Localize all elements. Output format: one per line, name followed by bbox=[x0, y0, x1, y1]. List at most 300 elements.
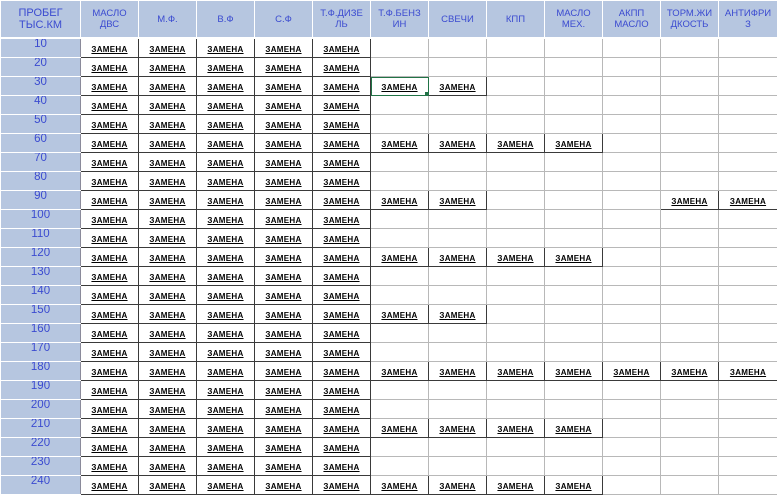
empty-cell[interactable] bbox=[719, 38, 777, 58]
replacement-cell[interactable] bbox=[487, 419, 545, 438]
replacement-cell[interactable] bbox=[139, 77, 197, 96]
empty-cell[interactable] bbox=[487, 400, 545, 419]
mileage-cell[interactable]: 170 bbox=[1, 343, 81, 362]
empty-cell[interactable] bbox=[371, 400, 429, 419]
empty-cell[interactable] bbox=[603, 191, 661, 210]
replacement-cell[interactable] bbox=[139, 267, 197, 286]
empty-cell[interactable] bbox=[487, 96, 545, 115]
empty-cell[interactable] bbox=[487, 381, 545, 400]
empty-cell[interactable] bbox=[719, 400, 777, 419]
replacement-cell[interactable] bbox=[313, 191, 371, 210]
replacement-cell[interactable] bbox=[371, 476, 429, 495]
empty-cell[interactable] bbox=[487, 153, 545, 172]
empty-cell[interactable] bbox=[661, 115, 719, 134]
replacement-cell[interactable] bbox=[313, 400, 371, 419]
empty-cell[interactable] bbox=[719, 343, 777, 362]
empty-cell[interactable] bbox=[661, 438, 719, 457]
replacement-cell[interactable] bbox=[139, 381, 197, 400]
replacement-cell[interactable] bbox=[661, 191, 719, 210]
empty-cell[interactable] bbox=[545, 267, 603, 286]
empty-cell[interactable] bbox=[603, 210, 661, 229]
empty-cell[interactable] bbox=[487, 210, 545, 229]
column-header-gearbox[interactable]: КПП bbox=[487, 1, 545, 39]
replacement-cell[interactable] bbox=[255, 343, 313, 362]
empty-cell[interactable] bbox=[603, 476, 661, 495]
column-header-oil-filter[interactable]: М.Ф. bbox=[139, 1, 197, 39]
replacement-cell[interactable] bbox=[487, 476, 545, 495]
empty-cell[interactable] bbox=[719, 77, 777, 96]
replacement-cell[interactable] bbox=[255, 96, 313, 115]
empty-cell[interactable] bbox=[661, 229, 719, 248]
mileage-cell[interactable]: 140 bbox=[1, 286, 81, 305]
empty-cell[interactable] bbox=[661, 77, 719, 96]
replacement-cell[interactable] bbox=[429, 476, 487, 495]
column-header-mileage[interactable]: ПРОБЕГ ТЫС.КМ bbox=[1, 1, 81, 39]
empty-cell[interactable] bbox=[603, 267, 661, 286]
replacement-cell[interactable] bbox=[139, 229, 197, 248]
replacement-cell[interactable] bbox=[255, 77, 313, 96]
mileage-cell[interactable]: 200 bbox=[1, 400, 81, 419]
empty-cell[interactable] bbox=[487, 324, 545, 343]
replacement-cell[interactable] bbox=[139, 248, 197, 267]
empty-cell[interactable] bbox=[371, 58, 429, 77]
replacement-cell[interactable] bbox=[313, 153, 371, 172]
replacement-cell[interactable] bbox=[603, 362, 661, 381]
empty-cell[interactable] bbox=[603, 286, 661, 305]
empty-cell[interactable] bbox=[661, 286, 719, 305]
replacement-cell[interactable] bbox=[139, 305, 197, 324]
empty-cell[interactable] bbox=[719, 286, 777, 305]
replacement-cell[interactable] bbox=[313, 172, 371, 191]
replacement-cell[interactable] bbox=[313, 305, 371, 324]
replacement-cell[interactable] bbox=[487, 248, 545, 267]
replacement-cell[interactable] bbox=[487, 134, 545, 153]
replacement-cell[interactable] bbox=[81, 38, 139, 58]
empty-cell[interactable] bbox=[719, 248, 777, 267]
replacement-cell[interactable] bbox=[429, 134, 487, 153]
mileage-cell[interactable]: 210 bbox=[1, 419, 81, 438]
replacement-cell[interactable] bbox=[139, 343, 197, 362]
empty-cell[interactable] bbox=[545, 381, 603, 400]
replacement-cell[interactable] bbox=[81, 457, 139, 476]
replacement-cell[interactable] bbox=[255, 210, 313, 229]
column-header-cabin-filter[interactable]: С.Ф bbox=[255, 1, 313, 39]
empty-cell[interactable] bbox=[603, 229, 661, 248]
replacement-cell[interactable] bbox=[255, 305, 313, 324]
empty-cell[interactable] bbox=[487, 438, 545, 457]
empty-cell[interactable] bbox=[603, 343, 661, 362]
empty-cell[interactable] bbox=[487, 172, 545, 191]
replacement-cell[interactable] bbox=[255, 438, 313, 457]
replacement-cell[interactable] bbox=[197, 286, 255, 305]
empty-cell[interactable] bbox=[603, 438, 661, 457]
replacement-cell[interactable] bbox=[139, 324, 197, 343]
replacement-cell[interactable] bbox=[139, 115, 197, 134]
empty-cell[interactable] bbox=[603, 248, 661, 267]
replacement-cell[interactable] bbox=[81, 438, 139, 457]
empty-cell[interactable] bbox=[603, 115, 661, 134]
replacement-cell[interactable] bbox=[197, 343, 255, 362]
replacement-cell[interactable] bbox=[81, 191, 139, 210]
empty-cell[interactable] bbox=[603, 172, 661, 191]
replacement-cell[interactable] bbox=[139, 172, 197, 191]
empty-cell[interactable] bbox=[603, 38, 661, 58]
replacement-cell[interactable] bbox=[81, 210, 139, 229]
empty-cell[interactable] bbox=[661, 305, 719, 324]
empty-cell[interactable] bbox=[661, 58, 719, 77]
empty-cell[interactable] bbox=[545, 457, 603, 476]
replacement-cell[interactable] bbox=[197, 267, 255, 286]
empty-cell[interactable] bbox=[661, 324, 719, 343]
empty-cell[interactable] bbox=[719, 58, 777, 77]
empty-cell[interactable] bbox=[661, 248, 719, 267]
replacement-cell[interactable] bbox=[81, 324, 139, 343]
empty-cell[interactable] bbox=[719, 172, 777, 191]
empty-cell[interactable] bbox=[661, 400, 719, 419]
mileage-cell[interactable]: 230 bbox=[1, 457, 81, 476]
replacement-cell[interactable] bbox=[81, 248, 139, 267]
empty-cell[interactable] bbox=[603, 419, 661, 438]
replacement-cell[interactable] bbox=[139, 438, 197, 457]
replacement-cell[interactable] bbox=[719, 191, 777, 210]
replacement-cell[interactable] bbox=[81, 476, 139, 495]
replacement-cell[interactable] bbox=[371, 191, 429, 210]
empty-cell[interactable] bbox=[719, 419, 777, 438]
replacement-cell[interactable] bbox=[255, 229, 313, 248]
empty-cell[interactable] bbox=[487, 286, 545, 305]
mileage-cell[interactable]: 30 bbox=[1, 77, 81, 96]
replacement-cell[interactable] bbox=[429, 248, 487, 267]
empty-cell[interactable] bbox=[429, 153, 487, 172]
empty-cell[interactable] bbox=[429, 286, 487, 305]
empty-cell[interactable] bbox=[371, 343, 429, 362]
replacement-cell[interactable] bbox=[313, 362, 371, 381]
replacement-cell[interactable] bbox=[719, 362, 777, 381]
empty-cell[interactable] bbox=[661, 96, 719, 115]
empty-cell[interactable] bbox=[661, 381, 719, 400]
empty-cell[interactable] bbox=[545, 229, 603, 248]
empty-cell[interactable] bbox=[719, 438, 777, 457]
empty-cell[interactable] bbox=[603, 58, 661, 77]
replacement-cell[interactable] bbox=[197, 476, 255, 495]
mileage-cell[interactable]: 70 bbox=[1, 153, 81, 172]
empty-cell[interactable] bbox=[545, 77, 603, 96]
empty-cell[interactable] bbox=[371, 96, 429, 115]
column-header-antifreeze[interactable]: АНТИФРИ З bbox=[719, 1, 777, 39]
replacement-cell[interactable] bbox=[313, 210, 371, 229]
empty-cell[interactable] bbox=[603, 153, 661, 172]
mileage-cell[interactable]: 20 bbox=[1, 58, 81, 77]
replacement-cell[interactable] bbox=[313, 229, 371, 248]
fill-handle[interactable] bbox=[424, 91, 429, 96]
empty-cell[interactable] bbox=[371, 153, 429, 172]
column-header-petrol-fuel-filter[interactable]: Т.Ф.БЕНЗ ИН bbox=[371, 1, 429, 39]
replacement-cell[interactable] bbox=[81, 58, 139, 77]
empty-cell[interactable] bbox=[429, 457, 487, 476]
replacement-cell[interactable] bbox=[371, 419, 429, 438]
empty-cell[interactable] bbox=[371, 267, 429, 286]
replacement-cell[interactable] bbox=[81, 343, 139, 362]
replacement-cell[interactable] bbox=[197, 419, 255, 438]
empty-cell[interactable] bbox=[429, 343, 487, 362]
replacement-cell[interactable] bbox=[139, 38, 197, 58]
empty-cell[interactable] bbox=[371, 210, 429, 229]
empty-cell[interactable] bbox=[661, 134, 719, 153]
replacement-cell[interactable] bbox=[313, 115, 371, 134]
replacement-cell[interactable] bbox=[313, 38, 371, 58]
replacement-cell[interactable] bbox=[197, 191, 255, 210]
empty-cell[interactable] bbox=[545, 343, 603, 362]
replacement-cell[interactable] bbox=[255, 267, 313, 286]
replacement-cell[interactable] bbox=[255, 248, 313, 267]
mileage-cell[interactable]: 80 bbox=[1, 172, 81, 191]
replacement-cell[interactable] bbox=[371, 134, 429, 153]
replacement-cell[interactable] bbox=[255, 457, 313, 476]
replacement-cell[interactable] bbox=[313, 286, 371, 305]
replacement-cell[interactable] bbox=[139, 58, 197, 77]
replacement-cell[interactable] bbox=[197, 362, 255, 381]
empty-cell[interactable] bbox=[661, 267, 719, 286]
mileage-cell[interactable]: 130 bbox=[1, 267, 81, 286]
empty-cell[interactable] bbox=[719, 210, 777, 229]
empty-cell[interactable] bbox=[487, 343, 545, 362]
replacement-cell[interactable] bbox=[197, 153, 255, 172]
replacement-cell[interactable] bbox=[139, 419, 197, 438]
empty-cell[interactable] bbox=[487, 77, 545, 96]
replacement-cell[interactable] bbox=[139, 191, 197, 210]
mileage-cell[interactable]: 160 bbox=[1, 324, 81, 343]
empty-cell[interactable] bbox=[719, 134, 777, 153]
replacement-cell[interactable] bbox=[81, 362, 139, 381]
replacement-cell[interactable] bbox=[255, 400, 313, 419]
empty-cell[interactable] bbox=[487, 191, 545, 210]
replacement-cell[interactable] bbox=[255, 419, 313, 438]
replacement-cell[interactable] bbox=[139, 210, 197, 229]
empty-cell[interactable] bbox=[429, 172, 487, 191]
replacement-cell[interactable] bbox=[313, 457, 371, 476]
replacement-cell[interactable] bbox=[197, 324, 255, 343]
empty-cell[interactable] bbox=[545, 324, 603, 343]
empty-cell[interactable] bbox=[719, 153, 777, 172]
replacement-cell[interactable] bbox=[197, 134, 255, 153]
replacement-cell[interactable] bbox=[313, 381, 371, 400]
replacement-cell[interactable] bbox=[197, 381, 255, 400]
empty-cell[interactable] bbox=[545, 38, 603, 58]
column-header-brake-fluid[interactable]: ТОРМ.ЖИ ДКОСТЬ bbox=[661, 1, 719, 39]
replacement-cell[interactable] bbox=[371, 305, 429, 324]
replacement-cell[interactable] bbox=[197, 115, 255, 134]
replacement-cell[interactable] bbox=[313, 324, 371, 343]
empty-cell[interactable] bbox=[487, 115, 545, 134]
replacement-cell[interactable] bbox=[313, 267, 371, 286]
empty-cell[interactable] bbox=[429, 38, 487, 58]
mileage-cell[interactable]: 40 bbox=[1, 96, 81, 115]
replacement-cell[interactable] bbox=[255, 286, 313, 305]
empty-cell[interactable] bbox=[603, 305, 661, 324]
empty-cell[interactable] bbox=[603, 457, 661, 476]
empty-cell[interactable] bbox=[371, 457, 429, 476]
empty-cell[interactable] bbox=[487, 457, 545, 476]
empty-cell[interactable] bbox=[371, 229, 429, 248]
replacement-cell[interactable] bbox=[81, 400, 139, 419]
replacement-cell[interactable] bbox=[81, 286, 139, 305]
column-header-spark-plugs[interactable]: СВЕЧИ bbox=[429, 1, 487, 39]
replacement-cell[interactable] bbox=[255, 362, 313, 381]
replacement-cell[interactable] bbox=[197, 38, 255, 58]
replacement-cell[interactable] bbox=[429, 419, 487, 438]
replacement-cell[interactable] bbox=[313, 343, 371, 362]
replacement-cell[interactable] bbox=[197, 96, 255, 115]
replacement-cell[interactable] bbox=[81, 153, 139, 172]
empty-cell[interactable] bbox=[429, 267, 487, 286]
empty-cell[interactable] bbox=[661, 419, 719, 438]
replacement-cell[interactable] bbox=[545, 476, 603, 495]
replacement-cell[interactable] bbox=[313, 134, 371, 153]
replacement-cell[interactable] bbox=[81, 267, 139, 286]
replacement-cell[interactable] bbox=[139, 362, 197, 381]
replacement-cell[interactable] bbox=[255, 38, 313, 58]
empty-cell[interactable] bbox=[429, 210, 487, 229]
column-header-automatic-gear-oil[interactable]: АКПП МАСЛО bbox=[603, 1, 661, 39]
empty-cell[interactable] bbox=[661, 172, 719, 191]
empty-cell[interactable] bbox=[487, 229, 545, 248]
replacement-cell[interactable] bbox=[139, 476, 197, 495]
empty-cell[interactable] bbox=[429, 229, 487, 248]
replacement-cell[interactable] bbox=[139, 286, 197, 305]
empty-cell[interactable] bbox=[371, 172, 429, 191]
empty-cell[interactable] bbox=[371, 324, 429, 343]
empty-cell[interactable] bbox=[371, 38, 429, 58]
empty-cell[interactable] bbox=[719, 267, 777, 286]
replacement-cell[interactable] bbox=[313, 248, 371, 267]
empty-cell[interactable] bbox=[487, 267, 545, 286]
empty-cell[interactable] bbox=[603, 134, 661, 153]
empty-cell[interactable] bbox=[661, 476, 719, 495]
mileage-cell[interactable]: 10 bbox=[1, 38, 81, 58]
empty-cell[interactable] bbox=[545, 400, 603, 419]
replacement-cell[interactable] bbox=[255, 191, 313, 210]
replacement-cell[interactable] bbox=[661, 362, 719, 381]
empty-cell[interactable] bbox=[603, 96, 661, 115]
replacement-cell[interactable] bbox=[429, 305, 487, 324]
replacement-cell[interactable] bbox=[197, 210, 255, 229]
mileage-cell[interactable]: 190 bbox=[1, 381, 81, 400]
replacement-cell[interactable] bbox=[81, 419, 139, 438]
column-header-air-filter[interactable]: В.Ф bbox=[197, 1, 255, 39]
replacement-cell[interactable] bbox=[197, 172, 255, 191]
replacement-cell[interactable] bbox=[255, 153, 313, 172]
replacement-cell[interactable] bbox=[487, 362, 545, 381]
mileage-cell[interactable]: 120 bbox=[1, 248, 81, 267]
replacement-cell[interactable] bbox=[313, 419, 371, 438]
replacement-cell[interactable] bbox=[81, 134, 139, 153]
empty-cell[interactable] bbox=[719, 476, 777, 495]
replacement-cell[interactable] bbox=[197, 58, 255, 77]
empty-cell[interactable] bbox=[545, 153, 603, 172]
replacement-cell[interactable] bbox=[255, 58, 313, 77]
empty-cell[interactable] bbox=[545, 96, 603, 115]
empty-cell[interactable] bbox=[603, 324, 661, 343]
empty-cell[interactable] bbox=[603, 77, 661, 96]
replacement-cell[interactable] bbox=[81, 115, 139, 134]
replacement-cell[interactable] bbox=[371, 248, 429, 267]
empty-cell[interactable] bbox=[429, 324, 487, 343]
replacement-cell[interactable] bbox=[429, 362, 487, 381]
empty-cell[interactable] bbox=[545, 305, 603, 324]
replacement-cell[interactable] bbox=[139, 400, 197, 419]
empty-cell[interactable] bbox=[487, 305, 545, 324]
replacement-cell[interactable] bbox=[197, 248, 255, 267]
replacement-cell[interactable] bbox=[313, 77, 371, 96]
empty-cell[interactable] bbox=[429, 438, 487, 457]
replacement-cell[interactable] bbox=[197, 229, 255, 248]
replacement-cell[interactable] bbox=[255, 381, 313, 400]
replacement-cell[interactable] bbox=[545, 362, 603, 381]
empty-cell[interactable] bbox=[371, 381, 429, 400]
replacement-cell[interactable] bbox=[81, 381, 139, 400]
replacement-cell[interactable] bbox=[81, 172, 139, 191]
replacement-cell[interactable] bbox=[545, 134, 603, 153]
replacement-cell[interactable] bbox=[313, 476, 371, 495]
replacement-cell[interactable] bbox=[429, 191, 487, 210]
replacement-cell[interactable] bbox=[429, 77, 487, 96]
replacement-cell[interactable] bbox=[197, 400, 255, 419]
empty-cell[interactable] bbox=[371, 438, 429, 457]
empty-cell[interactable] bbox=[545, 172, 603, 191]
replacement-cell[interactable] bbox=[545, 419, 603, 438]
empty-cell[interactable] bbox=[661, 153, 719, 172]
mileage-cell[interactable]: 150 bbox=[1, 305, 81, 324]
replacement-cell[interactable] bbox=[545, 248, 603, 267]
replacement-cell[interactable] bbox=[81, 96, 139, 115]
replacement-cell[interactable] bbox=[81, 77, 139, 96]
replacement-cell[interactable] bbox=[197, 77, 255, 96]
empty-cell[interactable] bbox=[487, 38, 545, 58]
replacement-cell[interactable] bbox=[139, 457, 197, 476]
empty-cell[interactable] bbox=[661, 343, 719, 362]
replacement-cell[interactable] bbox=[313, 96, 371, 115]
mileage-cell[interactable]: 180 bbox=[1, 362, 81, 381]
empty-cell[interactable] bbox=[719, 115, 777, 134]
empty-cell[interactable] bbox=[661, 210, 719, 229]
empty-cell[interactable] bbox=[719, 229, 777, 248]
mileage-cell[interactable]: 100 bbox=[1, 210, 81, 229]
replacement-cell[interactable] bbox=[255, 134, 313, 153]
empty-cell[interactable] bbox=[429, 58, 487, 77]
empty-cell[interactable] bbox=[371, 115, 429, 134]
column-header-manual-gear-oil[interactable]: МАСЛО МЕХ. bbox=[545, 1, 603, 39]
replacement-cell[interactable] bbox=[255, 172, 313, 191]
replacement-cell[interactable] bbox=[371, 362, 429, 381]
empty-cell[interactable] bbox=[545, 115, 603, 134]
empty-cell[interactable] bbox=[429, 400, 487, 419]
empty-cell[interactable] bbox=[661, 457, 719, 476]
replacement-cell[interactable] bbox=[313, 438, 371, 457]
mileage-cell[interactable]: 50 bbox=[1, 115, 81, 134]
empty-cell[interactable] bbox=[719, 381, 777, 400]
replacement-cell[interactable] bbox=[139, 96, 197, 115]
empty-cell[interactable] bbox=[603, 400, 661, 419]
empty-cell[interactable] bbox=[487, 58, 545, 77]
empty-cell[interactable] bbox=[545, 438, 603, 457]
empty-cell[interactable] bbox=[545, 58, 603, 77]
mileage-cell[interactable]: 220 bbox=[1, 438, 81, 457]
empty-cell[interactable] bbox=[545, 191, 603, 210]
replacement-cell[interactable] bbox=[139, 134, 197, 153]
replacement-cell[interactable] bbox=[139, 153, 197, 172]
column-header-engine-oil[interactable]: МАСЛО ДВС bbox=[81, 1, 139, 39]
replacement-cell[interactable] bbox=[197, 438, 255, 457]
